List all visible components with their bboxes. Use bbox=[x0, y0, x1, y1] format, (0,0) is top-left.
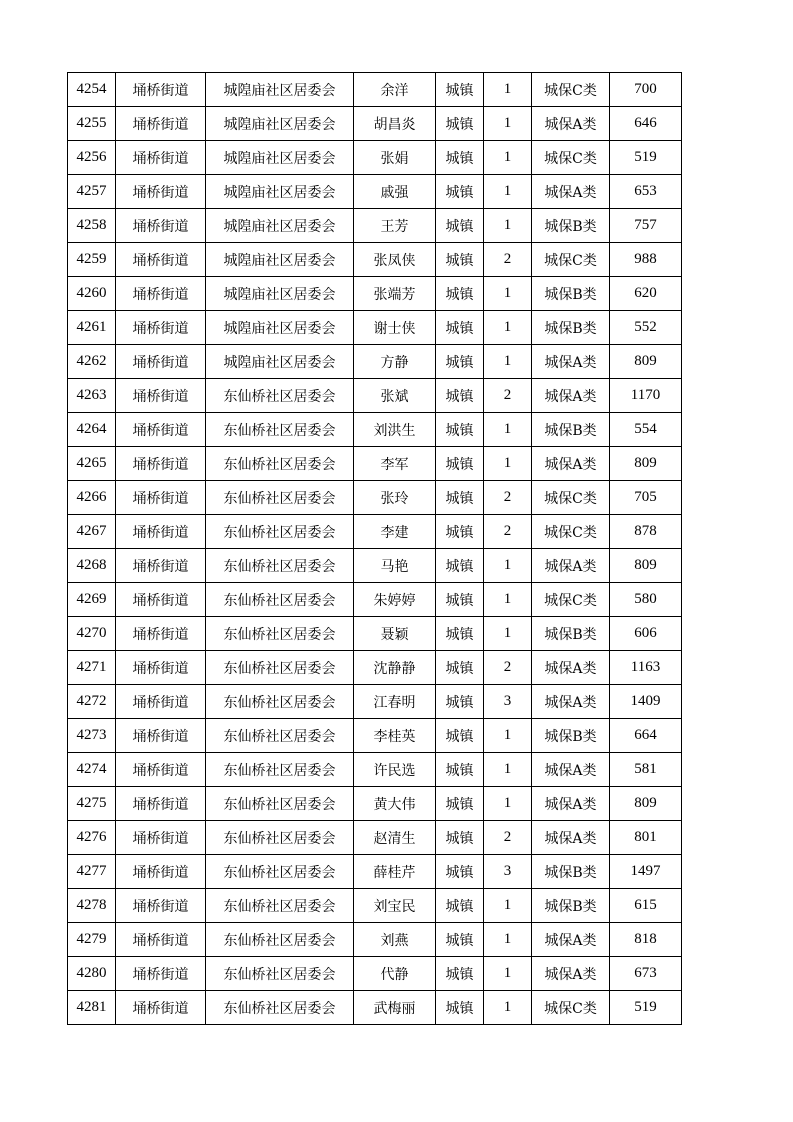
area-type-cell: 城镇 bbox=[436, 651, 484, 685]
area-type-cell: 城镇 bbox=[436, 277, 484, 311]
name-cell: 刘洪生 bbox=[354, 413, 436, 447]
amount-cell: 705 bbox=[610, 481, 682, 515]
community-cell: 东仙桥社区居委会 bbox=[206, 957, 354, 991]
row-id: 4265 bbox=[68, 447, 116, 481]
street-cell: 埇桥街道 bbox=[116, 753, 206, 787]
category-cell: 城保B类 bbox=[532, 719, 610, 753]
street-cell: 埇桥街道 bbox=[116, 685, 206, 719]
category-cell: 城保B类 bbox=[532, 277, 610, 311]
street-cell: 埇桥街道 bbox=[116, 651, 206, 685]
amount-cell: 809 bbox=[610, 787, 682, 821]
category-cell: 城保B类 bbox=[532, 617, 610, 651]
row-id: 4258 bbox=[68, 209, 116, 243]
row-id: 4271 bbox=[68, 651, 116, 685]
amount-cell: 801 bbox=[610, 821, 682, 855]
row-id: 4280 bbox=[68, 957, 116, 991]
area-type-cell: 城镇 bbox=[436, 787, 484, 821]
area-type-cell: 城镇 bbox=[436, 719, 484, 753]
area-type-cell: 城镇 bbox=[436, 549, 484, 583]
name-cell: 方静 bbox=[354, 345, 436, 379]
row-id: 4261 bbox=[68, 311, 116, 345]
table-row bbox=[68, 957, 682, 991]
table-row bbox=[68, 73, 682, 107]
amount-cell: 700 bbox=[610, 73, 682, 107]
household-size-cell: 1 bbox=[484, 549, 532, 583]
household-size-cell: 1 bbox=[484, 73, 532, 107]
amount-cell: 620 bbox=[610, 277, 682, 311]
household-size-cell: 3 bbox=[484, 685, 532, 719]
household-size-cell: 1 bbox=[484, 583, 532, 617]
community-cell: 城隍庙社区居委会 bbox=[206, 243, 354, 277]
name-cell: 张娟 bbox=[354, 141, 436, 175]
row-id: 4269 bbox=[68, 583, 116, 617]
row-id: 4254 bbox=[68, 73, 116, 107]
row-id: 4266 bbox=[68, 481, 116, 515]
amount-cell: 581 bbox=[610, 753, 682, 787]
household-size-cell: 2 bbox=[484, 651, 532, 685]
category-cell: 城保A类 bbox=[532, 447, 610, 481]
household-size-cell: 1 bbox=[484, 991, 532, 1025]
household-size-cell: 1 bbox=[484, 923, 532, 957]
row-id: 4277 bbox=[68, 855, 116, 889]
community-cell: 东仙桥社区居委会 bbox=[206, 923, 354, 957]
street-cell: 埇桥街道 bbox=[116, 311, 206, 345]
area-type-cell: 城镇 bbox=[436, 515, 484, 549]
category-cell: 城保A类 bbox=[532, 651, 610, 685]
category-cell: 城保B类 bbox=[532, 855, 610, 889]
community-cell: 东仙桥社区居委会 bbox=[206, 549, 354, 583]
name-cell: 代静 bbox=[354, 957, 436, 991]
community-cell: 城隍庙社区居委会 bbox=[206, 345, 354, 379]
table-row bbox=[68, 311, 682, 345]
amount-cell: 554 bbox=[610, 413, 682, 447]
category-cell: 城保C类 bbox=[532, 583, 610, 617]
amount-cell: 580 bbox=[610, 583, 682, 617]
name-cell: 李桂英 bbox=[354, 719, 436, 753]
community-cell: 东仙桥社区居委会 bbox=[206, 583, 354, 617]
category-cell: 城保A类 bbox=[532, 549, 610, 583]
area-type-cell: 城镇 bbox=[436, 753, 484, 787]
row-id: 4279 bbox=[68, 923, 116, 957]
table-row bbox=[68, 651, 682, 685]
amount-cell: 646 bbox=[610, 107, 682, 141]
area-type-cell: 城镇 bbox=[436, 447, 484, 481]
area-type-cell: 城镇 bbox=[436, 107, 484, 141]
row-id: 4274 bbox=[68, 753, 116, 787]
household-size-cell: 1 bbox=[484, 345, 532, 379]
category-cell: 城保C类 bbox=[532, 243, 610, 277]
area-type-cell: 城镇 bbox=[436, 209, 484, 243]
name-cell: 张凤侠 bbox=[354, 243, 436, 277]
table-row bbox=[68, 991, 682, 1025]
household-size-cell: 2 bbox=[484, 821, 532, 855]
street-cell: 埇桥街道 bbox=[116, 583, 206, 617]
amount-cell: 818 bbox=[610, 923, 682, 957]
row-id: 4264 bbox=[68, 413, 116, 447]
household-size-cell: 1 bbox=[484, 753, 532, 787]
row-id: 4268 bbox=[68, 549, 116, 583]
amount-cell: 1170 bbox=[610, 379, 682, 413]
community-cell: 城隍庙社区居委会 bbox=[206, 107, 354, 141]
street-cell: 埇桥街道 bbox=[116, 855, 206, 889]
category-cell: 城保A类 bbox=[532, 685, 610, 719]
name-cell: 刘燕 bbox=[354, 923, 436, 957]
household-size-cell: 2 bbox=[484, 243, 532, 277]
household-size-cell: 1 bbox=[484, 719, 532, 753]
table-row bbox=[68, 515, 682, 549]
amount-cell: 552 bbox=[610, 311, 682, 345]
name-cell: 朱婷婷 bbox=[354, 583, 436, 617]
table-row bbox=[68, 855, 682, 889]
category-cell: 城保C类 bbox=[532, 515, 610, 549]
row-id: 4263 bbox=[68, 379, 116, 413]
community-cell: 城隍庙社区居委会 bbox=[206, 175, 354, 209]
street-cell: 埇桥街道 bbox=[116, 73, 206, 107]
table-row bbox=[68, 787, 682, 821]
area-type-cell: 城镇 bbox=[436, 889, 484, 923]
row-id: 4255 bbox=[68, 107, 116, 141]
street-cell: 埇桥街道 bbox=[116, 209, 206, 243]
table-row bbox=[68, 107, 682, 141]
area-type-cell: 城镇 bbox=[436, 957, 484, 991]
amount-cell: 673 bbox=[610, 957, 682, 991]
amount-cell: 1163 bbox=[610, 651, 682, 685]
name-cell: 赵清生 bbox=[354, 821, 436, 855]
street-cell: 埇桥街道 bbox=[116, 617, 206, 651]
area-type-cell: 城镇 bbox=[436, 73, 484, 107]
street-cell: 埇桥街道 bbox=[116, 413, 206, 447]
community-cell: 城隍庙社区居委会 bbox=[206, 73, 354, 107]
community-cell: 东仙桥社区居委会 bbox=[206, 447, 354, 481]
data-table bbox=[67, 72, 682, 1025]
household-size-cell: 1 bbox=[484, 617, 532, 651]
amount-cell: 1409 bbox=[610, 685, 682, 719]
category-cell: 城保A类 bbox=[532, 753, 610, 787]
table-row bbox=[68, 175, 682, 209]
street-cell: 埇桥街道 bbox=[116, 923, 206, 957]
area-type-cell: 城镇 bbox=[436, 991, 484, 1025]
category-cell: 城保A类 bbox=[532, 379, 610, 413]
row-id: 4270 bbox=[68, 617, 116, 651]
table-row bbox=[68, 447, 682, 481]
community-cell: 东仙桥社区居委会 bbox=[206, 685, 354, 719]
name-cell: 薛桂芹 bbox=[354, 855, 436, 889]
household-size-cell: 1 bbox=[484, 209, 532, 243]
name-cell: 江春明 bbox=[354, 685, 436, 719]
row-id: 4275 bbox=[68, 787, 116, 821]
household-size-cell: 2 bbox=[484, 379, 532, 413]
amount-cell: 519 bbox=[610, 991, 682, 1025]
household-size-cell: 1 bbox=[484, 277, 532, 311]
row-id: 4256 bbox=[68, 141, 116, 175]
household-size-cell: 2 bbox=[484, 515, 532, 549]
name-cell: 黄大伟 bbox=[354, 787, 436, 821]
street-cell: 埇桥街道 bbox=[116, 515, 206, 549]
name-cell: 李军 bbox=[354, 447, 436, 481]
street-cell: 埇桥街道 bbox=[116, 719, 206, 753]
community-cell: 城隍庙社区居委会 bbox=[206, 277, 354, 311]
area-type-cell: 城镇 bbox=[436, 923, 484, 957]
amount-cell: 809 bbox=[610, 447, 682, 481]
category-cell: 城保A类 bbox=[532, 175, 610, 209]
street-cell: 埇桥街道 bbox=[116, 481, 206, 515]
table-row bbox=[68, 141, 682, 175]
row-id: 4273 bbox=[68, 719, 116, 753]
table-body bbox=[68, 73, 682, 1025]
table-row bbox=[68, 889, 682, 923]
category-cell: 城保B类 bbox=[532, 209, 610, 243]
household-size-cell: 2 bbox=[484, 481, 532, 515]
amount-cell: 988 bbox=[610, 243, 682, 277]
amount-cell: 1497 bbox=[610, 855, 682, 889]
category-cell: 城保C类 bbox=[532, 481, 610, 515]
amount-cell: 653 bbox=[610, 175, 682, 209]
table-row bbox=[68, 583, 682, 617]
name-cell: 王芳 bbox=[354, 209, 436, 243]
area-type-cell: 城镇 bbox=[436, 685, 484, 719]
area-type-cell: 城镇 bbox=[436, 379, 484, 413]
community-cell: 东仙桥社区居委会 bbox=[206, 787, 354, 821]
table-row bbox=[68, 719, 682, 753]
name-cell: 李建 bbox=[354, 515, 436, 549]
category-cell: 城保B类 bbox=[532, 889, 610, 923]
row-id: 4262 bbox=[68, 345, 116, 379]
row-id: 4260 bbox=[68, 277, 116, 311]
category-cell: 城保A类 bbox=[532, 923, 610, 957]
community-cell: 东仙桥社区居委会 bbox=[206, 889, 354, 923]
row-id: 4278 bbox=[68, 889, 116, 923]
community-cell: 城隍庙社区居委会 bbox=[206, 311, 354, 345]
table-row bbox=[68, 923, 682, 957]
street-cell: 埇桥街道 bbox=[116, 277, 206, 311]
street-cell: 埇桥街道 bbox=[116, 991, 206, 1025]
street-cell: 埇桥街道 bbox=[116, 141, 206, 175]
name-cell: 刘宝民 bbox=[354, 889, 436, 923]
community-cell: 城隍庙社区居委会 bbox=[206, 141, 354, 175]
name-cell: 沈静静 bbox=[354, 651, 436, 685]
community-cell: 城隍庙社区居委会 bbox=[206, 209, 354, 243]
category-cell: 城保B类 bbox=[532, 413, 610, 447]
table-row bbox=[68, 549, 682, 583]
area-type-cell: 城镇 bbox=[436, 175, 484, 209]
name-cell: 戚强 bbox=[354, 175, 436, 209]
household-size-cell: 1 bbox=[484, 175, 532, 209]
street-cell: 埇桥街道 bbox=[116, 379, 206, 413]
category-cell: 城保A类 bbox=[532, 821, 610, 855]
area-type-cell: 城镇 bbox=[436, 413, 484, 447]
category-cell: 城保A类 bbox=[532, 787, 610, 821]
table-row bbox=[68, 243, 682, 277]
table-row bbox=[68, 685, 682, 719]
area-type-cell: 城镇 bbox=[436, 617, 484, 651]
community-cell: 东仙桥社区居委会 bbox=[206, 719, 354, 753]
street-cell: 埇桥街道 bbox=[116, 787, 206, 821]
household-size-cell: 1 bbox=[484, 141, 532, 175]
name-cell: 武梅丽 bbox=[354, 991, 436, 1025]
street-cell: 埇桥街道 bbox=[116, 957, 206, 991]
category-cell: 城保A类 bbox=[532, 107, 610, 141]
area-type-cell: 城镇 bbox=[436, 481, 484, 515]
household-size-cell: 1 bbox=[484, 311, 532, 345]
name-cell: 张端芳 bbox=[354, 277, 436, 311]
household-size-cell: 1 bbox=[484, 447, 532, 481]
amount-cell: 615 bbox=[610, 889, 682, 923]
community-cell: 东仙桥社区居委会 bbox=[206, 753, 354, 787]
street-cell: 埇桥街道 bbox=[116, 175, 206, 209]
amount-cell: 519 bbox=[610, 141, 682, 175]
community-cell: 东仙桥社区居委会 bbox=[206, 855, 354, 889]
name-cell: 聂颖 bbox=[354, 617, 436, 651]
street-cell: 埇桥街道 bbox=[116, 889, 206, 923]
community-cell: 东仙桥社区居委会 bbox=[206, 481, 354, 515]
community-cell: 东仙桥社区居委会 bbox=[206, 617, 354, 651]
table-row bbox=[68, 753, 682, 787]
community-cell: 东仙桥社区居委会 bbox=[206, 651, 354, 685]
row-id: 4276 bbox=[68, 821, 116, 855]
area-type-cell: 城镇 bbox=[436, 583, 484, 617]
street-cell: 埇桥街道 bbox=[116, 549, 206, 583]
area-type-cell: 城镇 bbox=[436, 141, 484, 175]
table-row bbox=[68, 209, 682, 243]
table-row bbox=[68, 345, 682, 379]
table-row bbox=[68, 821, 682, 855]
street-cell: 埇桥街道 bbox=[116, 447, 206, 481]
community-cell: 东仙桥社区居委会 bbox=[206, 379, 354, 413]
name-cell: 余洋 bbox=[354, 73, 436, 107]
name-cell: 许民选 bbox=[354, 753, 436, 787]
household-size-cell: 1 bbox=[484, 957, 532, 991]
household-size-cell: 1 bbox=[484, 889, 532, 923]
street-cell: 埇桥街道 bbox=[116, 821, 206, 855]
area-type-cell: 城镇 bbox=[436, 855, 484, 889]
amount-cell: 606 bbox=[610, 617, 682, 651]
street-cell: 埇桥街道 bbox=[116, 345, 206, 379]
name-cell: 张玲 bbox=[354, 481, 436, 515]
household-size-cell: 1 bbox=[484, 107, 532, 141]
name-cell: 谢士侠 bbox=[354, 311, 436, 345]
category-cell: 城保B类 bbox=[532, 311, 610, 345]
household-size-cell: 1 bbox=[484, 413, 532, 447]
table-row bbox=[68, 617, 682, 651]
name-cell: 马艳 bbox=[354, 549, 436, 583]
street-cell: 埇桥街道 bbox=[116, 107, 206, 141]
area-type-cell: 城镇 bbox=[436, 243, 484, 277]
table-row bbox=[68, 481, 682, 515]
area-type-cell: 城镇 bbox=[436, 345, 484, 379]
community-cell: 东仙桥社区居委会 bbox=[206, 991, 354, 1025]
table-row bbox=[68, 379, 682, 413]
community-cell: 东仙桥社区居委会 bbox=[206, 515, 354, 549]
category-cell: 城保A类 bbox=[532, 345, 610, 379]
category-cell: 城保C类 bbox=[532, 991, 610, 1025]
row-id: 4257 bbox=[68, 175, 116, 209]
name-cell: 胡昌炎 bbox=[354, 107, 436, 141]
name-cell: 张斌 bbox=[354, 379, 436, 413]
household-size-cell: 3 bbox=[484, 855, 532, 889]
category-cell: 城保C类 bbox=[532, 141, 610, 175]
area-type-cell: 城镇 bbox=[436, 311, 484, 345]
category-cell: 城保A类 bbox=[532, 957, 610, 991]
amount-cell: 757 bbox=[610, 209, 682, 243]
row-id: 4259 bbox=[68, 243, 116, 277]
street-cell: 埇桥街道 bbox=[116, 243, 206, 277]
amount-cell: 664 bbox=[610, 719, 682, 753]
amount-cell: 809 bbox=[610, 549, 682, 583]
area-type-cell: 城镇 bbox=[436, 821, 484, 855]
amount-cell: 809 bbox=[610, 345, 682, 379]
category-cell: 城保C类 bbox=[532, 73, 610, 107]
table-row bbox=[68, 413, 682, 447]
row-id: 4272 bbox=[68, 685, 116, 719]
row-id: 4267 bbox=[68, 515, 116, 549]
amount-cell: 878 bbox=[610, 515, 682, 549]
table-row bbox=[68, 277, 682, 311]
community-cell: 东仙桥社区居委会 bbox=[206, 821, 354, 855]
row-id: 4281 bbox=[68, 991, 116, 1025]
community-cell: 东仙桥社区居委会 bbox=[206, 413, 354, 447]
household-size-cell: 1 bbox=[484, 787, 532, 821]
